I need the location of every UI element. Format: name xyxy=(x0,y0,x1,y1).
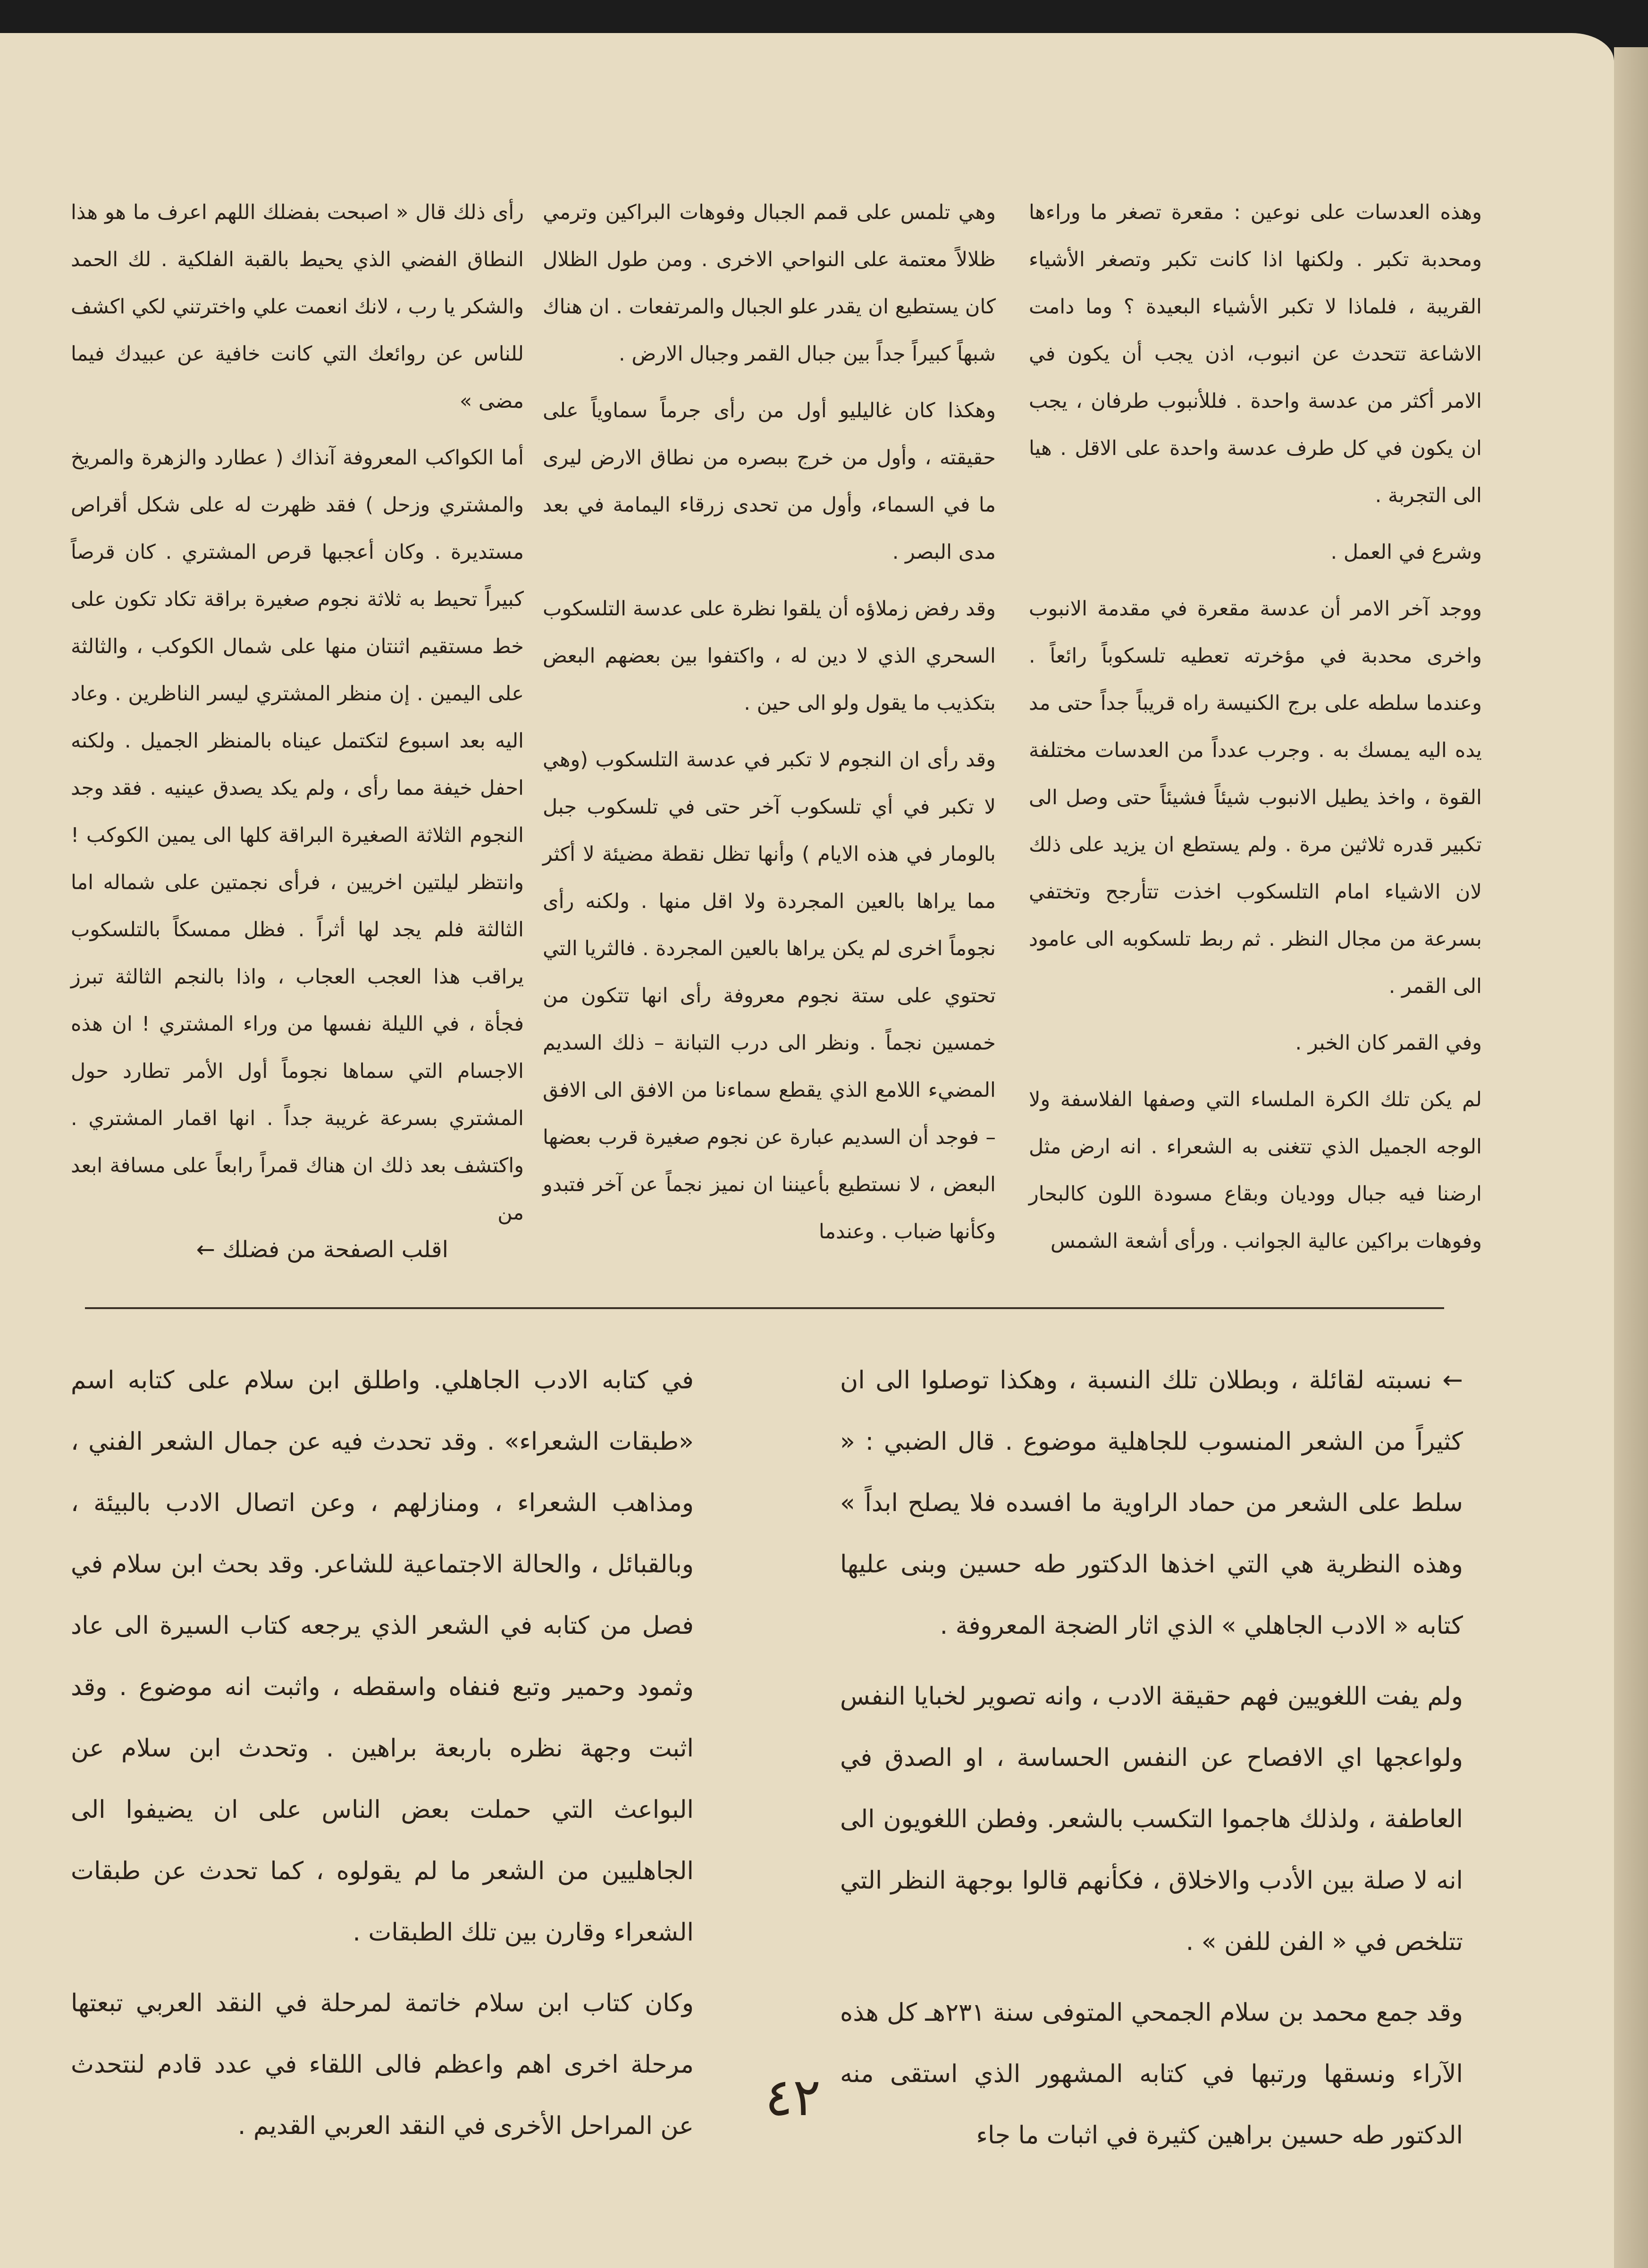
paragraph: لم يكن تلك الكرة الملساء التي وصفها الفلاسفة ولا الوجه الجميل الذي تتغنى به الشعراء . انه ارض مثل ارضنا فيه جبال ووديان وبقاع مسودة اللون كالبحار وفوهات براكين عالية الجوانب . ورأى أشعة الشمس xyxy=(1029,1088,1482,1253)
turn-page-note: اقلب الصفحة من فضلك ← xyxy=(196,1236,448,1263)
paragraph: وقد رفض زملاؤه أن يلقوا نظرة على عدسة التلسكوب السحري الذي لا دين له ، واكتفوا بين بعضهم البعض بتكذيب ما يقول ولو الى حين . xyxy=(543,597,996,715)
paragraph: في كتابه الادب الجاهلي. واطلق ابن سلام على كتابه اسم «طبقات الشعراء» . وقد تحدث فيه عن جمال الشعر الفني ، ومذاهب الشعراء ، ومنازلهم ، وعن اتصال الادب بالبيئة ، وبالقبائل ، والحالة الاجتماعية للشاعر. وقد بحث ابن سلام في فصل من كتابه في الشعر الذي يرجعه كتاب السيرة الى عاد وثمود وحمير وتبع فنفاه واسقطه ، واثبت انه موضوع . وقد اثبت وجهة نظره باربعة براهين . وتحدث ابن سلام عن البواعث التي حملت بعض الناس على ان يضيفوا الى الجاهليين من الشعر ما لم يقولوه ، كما تحدث عن طبقات الشعراء وقارن بين تلك الطبقات . xyxy=(71,1366,694,1947)
paragraph: أما الكواكب المعروفة آنذاك ( عطارد والزهرة والمريخ والمشتري وزحل ) فقد ظهرت له على شكل أقراص مستديرة . وكان أعجبها قرص المشتري . كان قرصاً كبيراً تحيط به ثلاثة نجوم صغيرة براقة تكاد تكون على خط مستقيم اثنتان منها على شمال الكوكب ، والثالثة على اليمين . إن منظر المشتري ليسر الناظرين . وعاد اليه بعد اسبوع لتكتمل عيناه بالمنظر الجميل . ولكنه احفل خيفة مما رأى ، ولم يكد يصدق عينيه . فقد وجد النجوم الثلاثة الصغيرة البراقة كلها الى يمين الكوكب ! وانتظر ليلتين اخريين ، فرأى نجمتين على شماله اما الثالثة فلم يجد لها أثراً . فظل ممسكاً بالتلسكوب يراقب هذا العجب العجاب ، واذا بالنجم الثالثة تبرز فجأة ، في الليلة نفسها من وراء المشتري ! ان هذه الاجسام التي سماها نجوماً أول الأمر تطارد حول المشتري بسرعة غريبة جداً . انها اقمار المشتري . واكتشف بعد ذلك ان هناك قمراً رابعاً على مسافة ابعد من xyxy=(71,446,524,1225)
paragraph: ووجد آخر الامر أن عدسة مقعرة في مقدمة الانبوب واخرى محدبة في مؤخرته تعطيه تلسكوباً رائعاً . وعندما سلطه على برج الكنيسة راه قريباً جداً حتى مد يده اليه يمسك به . وجرب عدداً من العدسات مختلفة القوة ، واخذ يطيل الانبوب شيئاً فشيئاً حتى وصل الى تكبير قدره ثلاثين مرة . ولم يستطع ان يزيد على ذلك لان الاشياء امام التلسكوب اخذت تتأرجح وتختفي بسرعة من مجال النظر . ثم ربط تلسكوبه الى عامود الى القمر . xyxy=(1029,597,1482,998)
top-column-middle xyxy=(543,189,996,1255)
paragraph: وكان كتاب ابن سلام خاتمة لمرحلة في النقد العربي تبعتها مرحلة اخرى اهم واعظم فالى اللقاء في عدد قادم لنتحدث عن المراحل الأخرى في النقد العربي القديم . xyxy=(71,1989,694,2140)
section-divider xyxy=(85,1307,1444,1309)
paragraph: ولم يفت اللغويين فهم حقيقة الادب ، وانه تصوير لخبايا النفس ولواعجها اي الافصاح عن النفس الحساسة ، او الصدق في العاطفة ، ولذلك هاجموا التكسب بالشعر. وفطن اللغويون الى انه لا صلة بين الأدب والاخلاق ، فكأنهم قالوا بوجهة النظر التي تتلخص في « الفن للفن » . xyxy=(840,1682,1463,1956)
paragraph: رأى ذلك قال « اصبحت بفضلك اللهم اعرف ما هو هذا النطاق الفضي الذي يحيط بالقبة الفلكية . لك الحمد والشكر يا رب ، لانك انعمت علي واخترتني لكي اكشف للناس عن روائعك التي كانت خافية عن عبيدك فيما مضى » xyxy=(71,201,524,413)
paragraph: وقد رأى ان النجوم لا تكبر في عدسة التلسكوب (وهي لا تكبر في أي تلسكوب آخر حتى في تلسكوب جبل بالومار في هذه الايام ) وأنها تظل نقطة مضيئة لا أكثر مما يراها بالعين المجردة ولا اقل منها . ولكنه رأى نجوماً اخرى لم يكن يراها بالعين المجردة . فالثريا التي تحتوي على ستة نجوم معروفة رأى انها تتكون من خمسين نجماً . ونظر الى درب التبانة – ذلك السديم المضيء اللامع الذي يقطع سماءنا من الافق الى الافق – فوجد أن السديم عبارة عن نجوم صغيرة قرب بعضها البعض ، لا نستطيع بأعيننا ان نميز نجماً عن آخر فتبدو وكأنها ضباب . وعندما xyxy=(543,748,996,1243)
top-column-right xyxy=(1029,189,1482,1265)
top-column-left xyxy=(71,189,524,1236)
paragraph: وهكذا كان غاليليو أول من رأى جرماً سماوياً على حقيقته ، وأول من خرج ببصره من نطاق الارض ليرى ما في السماء، وأول من تحدى زرقاء اليمامة في بعد مدى البصر . xyxy=(543,399,996,564)
paragraph: وشرع في العمل . xyxy=(1330,540,1482,564)
paragraph: وفي القمر كان الخبر . xyxy=(1295,1031,1482,1055)
paragraph: وقد جمع محمد بن سلام الجمحي المتوفى سنة ٢٣١هـ كل هذه الآراء ونسقها ورتبها في كتابه المشهور الذي استقى منه الدكتور طه حسين براهين كثيرة في اثبات ما جاء xyxy=(840,1999,1463,2150)
paragraph: ← نسبته لقائلة ، وبطلان تلك النسبة ، وهكذا توصلوا الى ان كثيراً من الشعر المنسوب للجاهلية موضوع . قال الضبي : « سلط على الشعر من حماد الراوية ما افسده فلا يصلح ابداً » وهذه النظرية هي التي اخذها الدكتور طه حسين وبنى عليها كتابه « الادب الجاهلي » الذي اثار الضجة المعروفة . xyxy=(840,1366,1463,1640)
paragraph: وهذه العدسات على نوعين : مقعرة تصغر ما وراءها ومحدبة تكبر . ولكنها اذا كانت تكبر وتصغر الأشياء القريبة ، فلماذا لا تكبر الأشياء البعيدة ؟ وما دامت الاشاعة تتحدث عن انبوب، اذن يجب أن يكون في الامر أكثر من عدسة واحدة . فللأنبوب طرفان ، يجب ان يكون في كل طرف عدسة واحدة على الاقل . هيا الى التجربة . xyxy=(1029,201,1482,507)
bottom-column-right xyxy=(840,1350,1463,2166)
paragraph: وهي تلمس على قمم الجبال وفوهات البراكين وترمي ظلالاً معتمة على النواحي الاخرى . ومن طول الظلال كان يستطيع ان يقدر علو الجبال والمرتفعات . ان هناك شبهاً كبيراً جداً بين جبال القمر وجبال الارض . xyxy=(543,201,996,366)
page-spine-edge xyxy=(1614,47,1648,2268)
page-number: ٤٢ xyxy=(765,2067,821,2127)
bottom-column-left xyxy=(71,1350,694,2157)
